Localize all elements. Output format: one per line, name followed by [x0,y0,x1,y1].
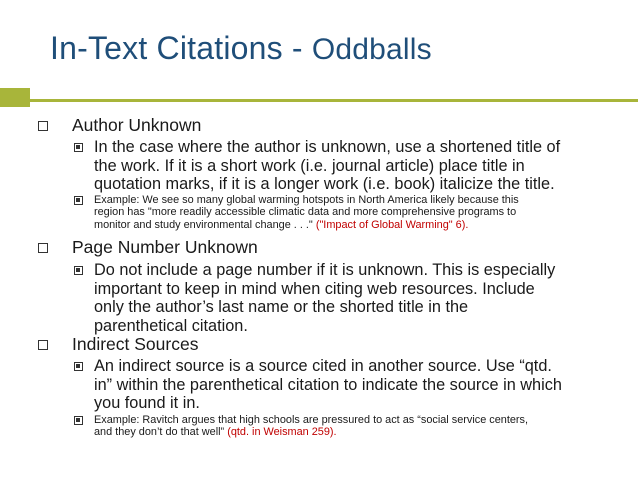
bullet-line: in” within the parenthetical citation to indicate the source in which [94,375,562,394]
filled-square-bullet-icon [74,416,83,425]
example-line: monitor and study environmental change . . ." [94,218,316,231]
example-line: and they don’t do that well” [94,426,228,439]
bullet-line: only the author’s last name or the shorted title in the [94,298,469,317]
example-line: Example: We see so many global warming hotspots in North America likely because this [94,194,519,206]
filled-square-bullet-icon [74,266,83,275]
bullet-line: An indirect source is a source cited in another source. Use “qtd. [94,357,552,375]
example-line: region has "more readily accessible climatic data and more comprehensive programs to [94,206,517,219]
slide-title-sub: Oddballs [311,33,432,66]
bullet-line: the work. If it is a short work (i.e. journal article) place title in [94,156,525,175]
hollow-square-bullet-icon [38,243,48,253]
bullet-line: quotation marks, if it is a longer work (i.e. book) italicize the title. [94,175,555,194]
example-line-with-citation [94,426,528,438]
bullet-text [94,357,562,413]
hollow-square-bullet-icon [38,121,48,131]
example-line: Example: Ravitch argues that high schools are pressured to act as “social service centers, [94,414,529,426]
bullet-line: you found it in. [94,394,200,413]
bullet-line: Do not include a page number if it is unknown. This is especially [94,261,556,279]
citation-text: (qtd. in Weisman 259). [227,426,337,439]
bullet-line: In the case where the author is unknown, use a shortened title of [94,138,561,156]
bullet-text [94,138,560,194]
section-heading: Indirect Sources [72,334,199,354]
citation-text: ("Impact of Global Warming" 6). [315,218,469,231]
filled-square-bullet-icon [74,196,83,205]
filled-square-bullet-icon [74,143,83,152]
slide-title-main: In-Text Citations - [50,30,312,66]
bullet-text [94,261,555,335]
section-heading: Page Number Unknown [72,237,258,257]
hollow-square-bullet-icon [38,340,48,350]
example-line-with-citation [94,219,519,231]
bullet-line: important to keep in mind when citing web resources. Include [94,279,535,298]
bullet-line: parenthetical citation. [94,316,248,335]
example-text [94,194,519,231]
example-text [94,414,528,439]
filled-square-bullet-icon [74,362,83,371]
section-heading: Author Unknown [72,115,202,135]
